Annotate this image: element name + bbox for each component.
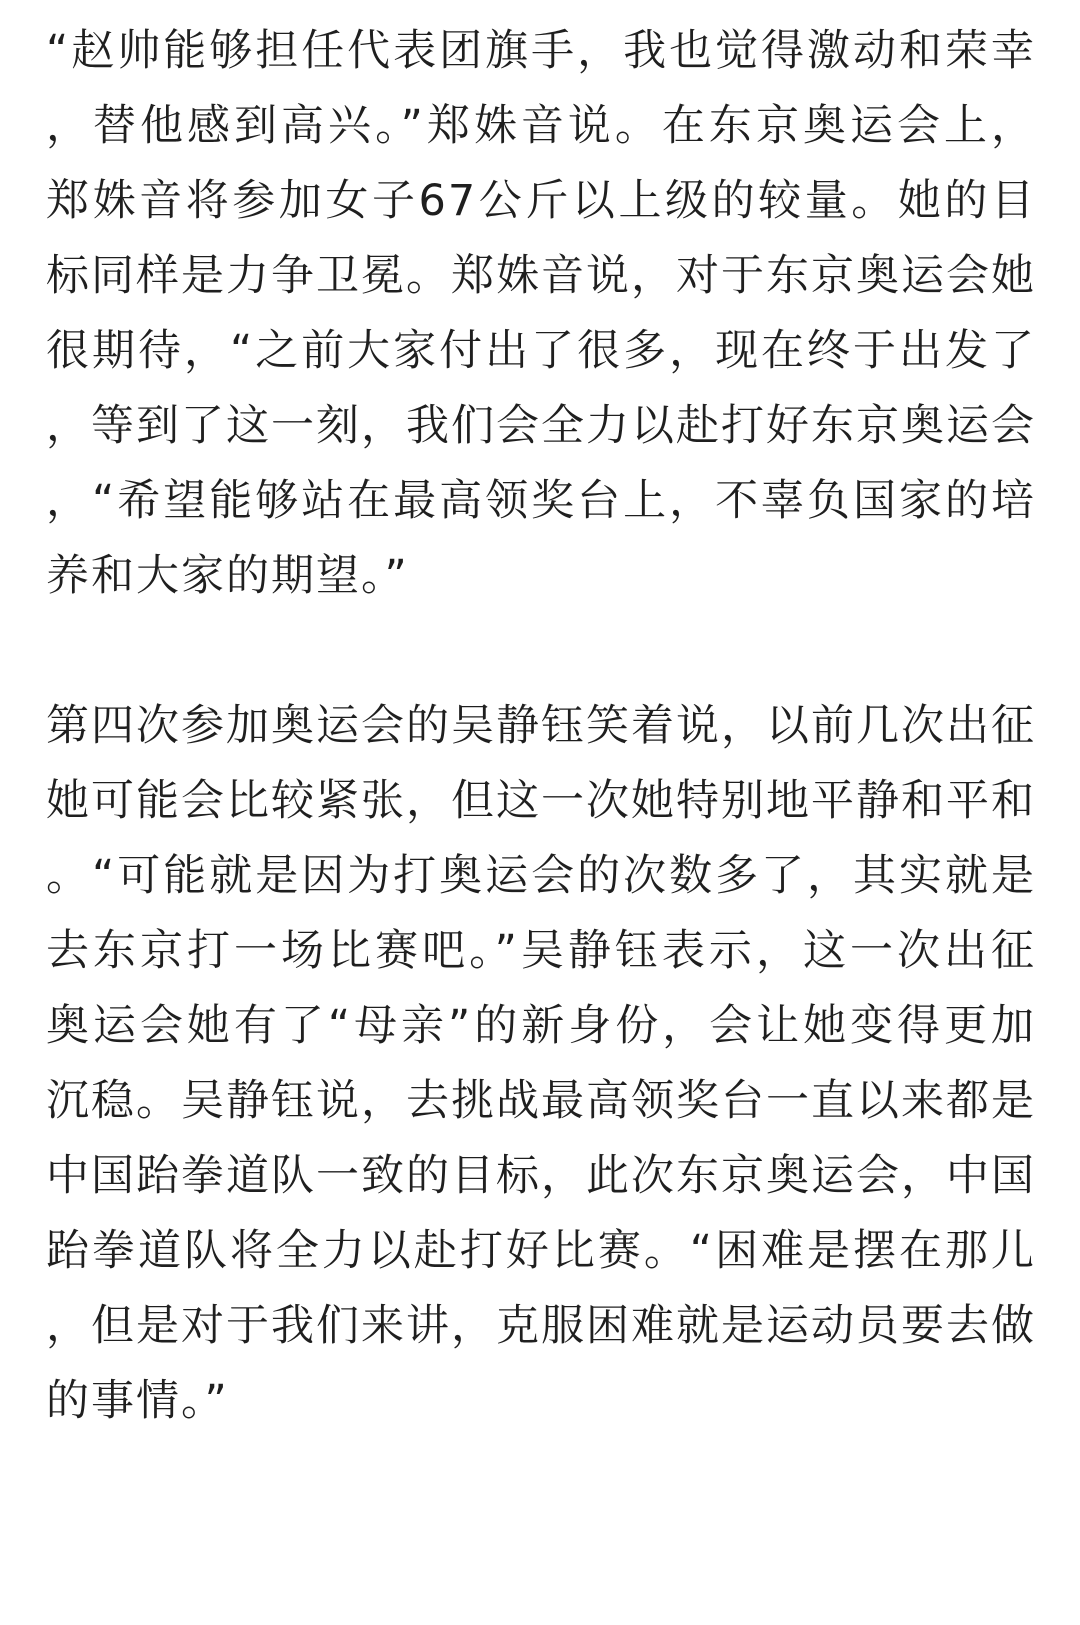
article-paragraph: “赵帅能够担任代表团旗手，我也觉得激动和荣幸，替他感到高兴。”郑姝音说。在东京奥运会上，郑姝音将参加女子67公斤以上级的较量。她的目标同样是力争卫冕。郑姝音说，对于东京奥运会她很期待，“之前大家付出了很多，现在终于出发了，等到了这一刻，我们会全力以赴打好东京奥运会，“希望能够站在最高领奖台上，不辜负国家的培养和大家的期望。”: [46, 26, 1036, 601]
article-paragraph: 第四次参加奥运会的吴静钰笑着说，以前几次出征她可能会比较紧张，但这一次她特别地平静和平和。“可能就是因为打奥运会的次数多了，其实就是去东京打一场比赛吧。”吴静钰表示，这一次出征奥运会她有了“母亲”的新身份，会让她变得更加沉稳。吴静钰说，去挑战最高领奖台一直以来都是中国跆拳道队一致的目标，此次东京奥运会，中国跆拳道队将全力以赴打好比赛。“困难是摆在那儿，但是对于我们来讲，克服困难就是运动员要去做的事情。”: [46, 701, 1036, 1426]
article-body: [46, 14, 1036, 1439]
